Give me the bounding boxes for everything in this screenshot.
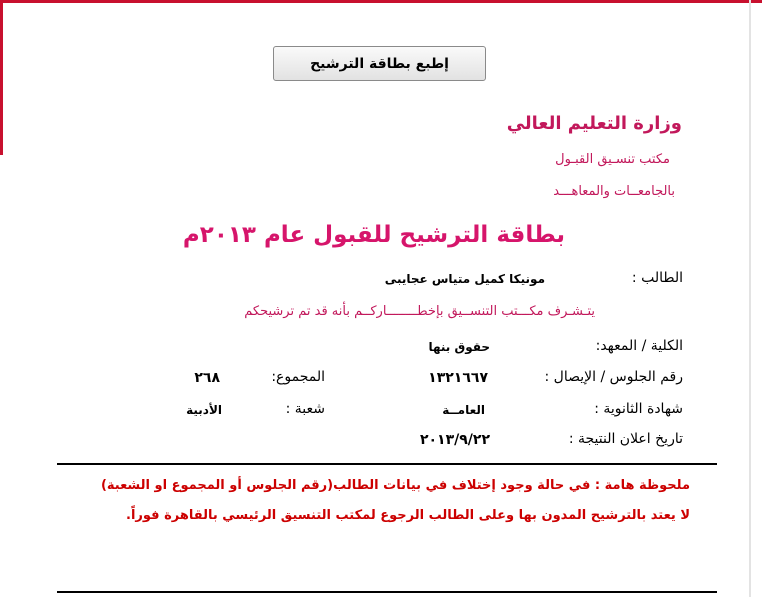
top-red-border <box>0 0 762 3</box>
student-name-label: الطالب : <box>631 270 683 286</box>
seat-number-value: ١٣٢١٦٦٧ <box>428 370 488 386</box>
faculty-label: الكلية / المعهد: <box>595 338 683 354</box>
total-score-value: ٢٦٨ <box>194 370 220 386</box>
important-note-line-1: ملحوظة هامة : في حالة وجود إختلاف في بيانات الطالب(رقم الجلوس أو المجموع او الشعبة) <box>100 478 690 493</box>
office-line-1: مكتب تنسـيق القبـول <box>555 152 670 167</box>
result-date-label: تاريخ اعلان النتيجة : <box>568 431 683 447</box>
result-date-value: ٢٠١٣/٩/٢٢ <box>419 432 490 448</box>
card-title: بطاقة الترشيح للقبول عام ٢٠١٣م <box>182 222 565 248</box>
certificate-value: العامــة <box>442 403 485 417</box>
nomination-message: يتـشـرف مكـــتب التنســيق بإخطــــــــاركــم بأنه قد تم ترشيحكم <box>244 304 595 319</box>
left-red-border <box>0 0 3 155</box>
right-scroll-edge <box>749 0 751 597</box>
branch-value: الأدبية <box>186 403 222 417</box>
faculty-value: حقوق بنها <box>428 340 490 354</box>
student-name-value: مونيكا كميل متياس عجايبى <box>384 272 545 286</box>
bottom-divider <box>57 591 717 593</box>
branch-label: شعبة : <box>285 401 325 417</box>
office-line-2: بالجامعــات والمعاهـــد <box>553 184 675 199</box>
certificate-label: شهادة الثانوية : <box>594 401 683 417</box>
top-divider <box>57 463 717 465</box>
seat-number-label: رقم الجلوس / الإيصال : <box>544 369 683 385</box>
total-score-label: المجموع: <box>271 369 325 385</box>
print-card-button[interactable]: إطبع بطاقة الترشيح <box>273 46 486 81</box>
important-note-line-2: لا يعتد بالترشيح المدون بها وعلى الطالب الرجوع لمكتب التنسيق الرئيسي بالقاهرة فوراً. <box>126 508 690 523</box>
ministry-heading: وزارة التعليم العالي <box>506 113 682 134</box>
